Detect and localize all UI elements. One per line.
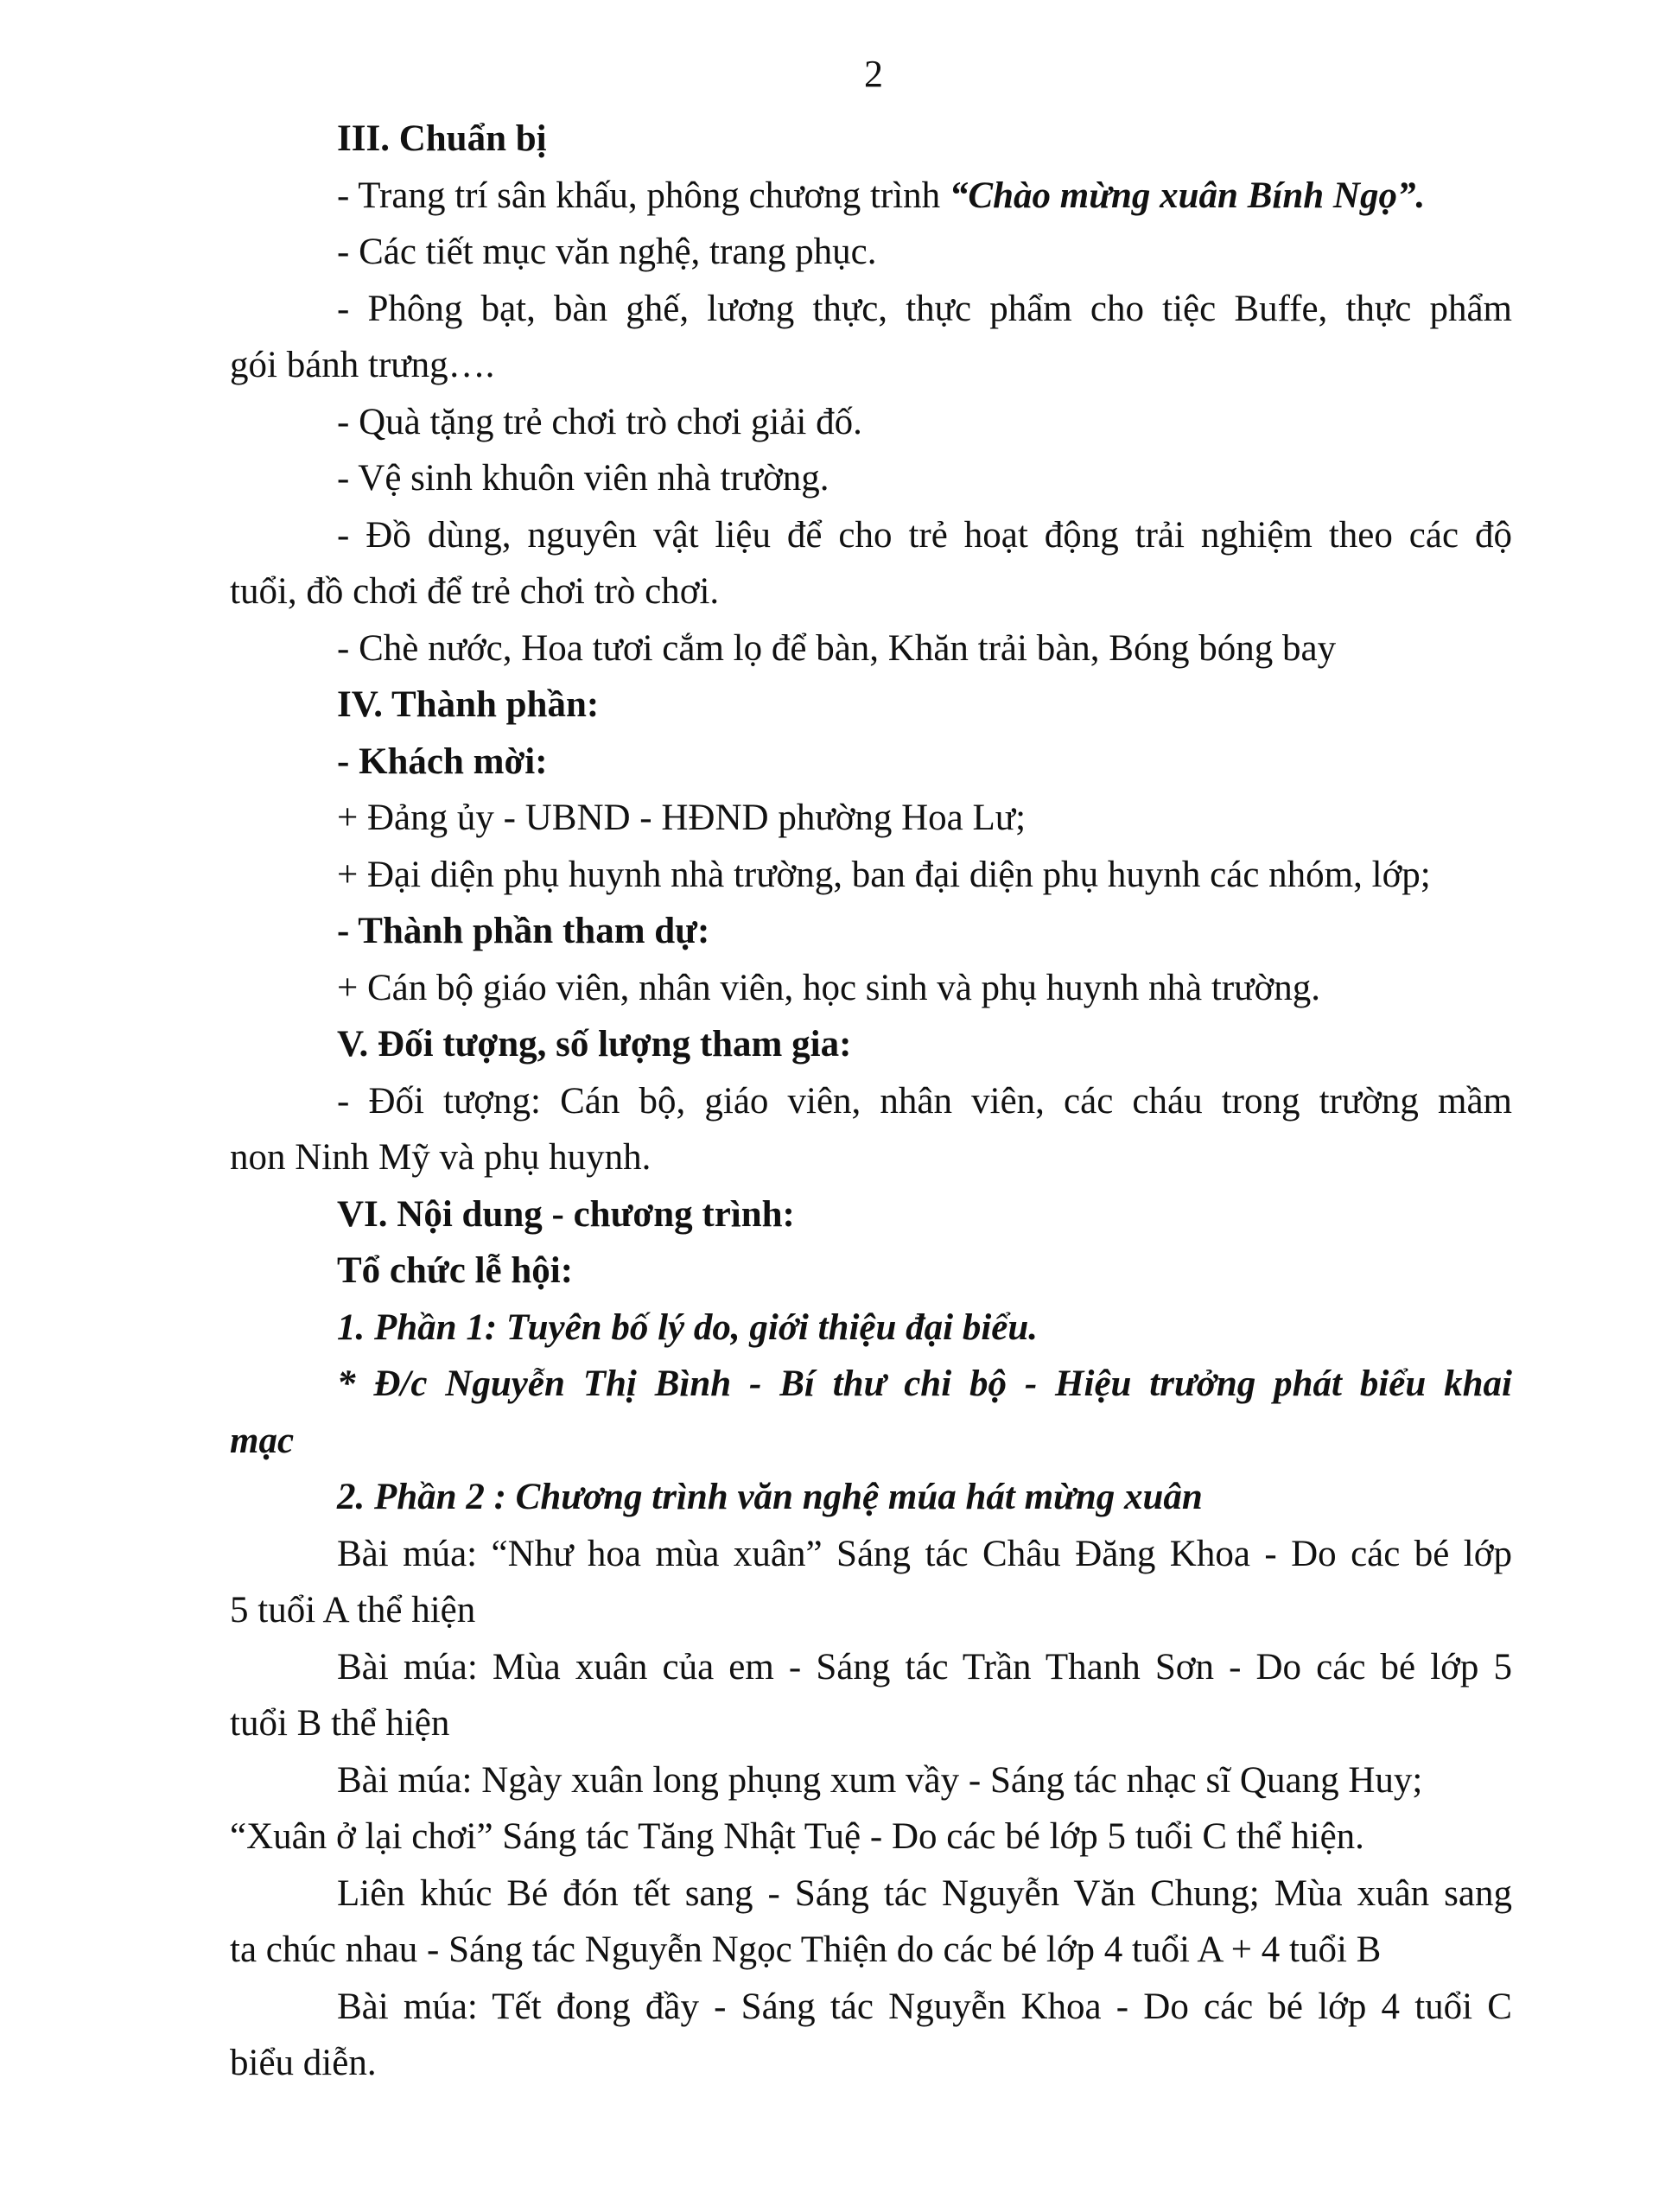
performance-item: Liên khúc Bé đón tết sang - Sáng tác Nguyễn Văn Chung; Mùa xuân sang [337,1872,1512,1914]
performance-item: Bài múa: Tết đong đầy - Sáng tác Nguyễn Khoa - Do các bé lớp 4 tuổi C [337,1986,1512,2027]
list-item: - Quà tặng trẻ chơi trò chơi giải đố. [337,401,862,442]
section-heading-participants: IV. Thành phần: [337,684,600,725]
performance-item-continuation: 5 tuổi A thể hiện [230,1590,476,1630]
list-item: - Các tiết mục văn nghệ, trang phục. [337,232,877,272]
performance-item-continuation: ta chúc nhau - Sáng tác Nguyễn Ngọc Thiện do các bé lớp 4 tuổi A + 4 tuổi B [230,1929,1382,1970]
program-title: “Chào mừng xuân Bính Ngọ”. [949,175,1426,216]
attendee-item: + Cán bộ giáo viên, nhân viên, học sinh và phụ huynh nhà trường. [337,967,1320,1008]
list-item [230,168,1512,225]
list-item: - Phông bạt, bàn ghế, lương thực, thực phẩm cho tiệc Buffe, thực phẩm [337,288,1512,329]
section-heading-program: VI. Nội dung - chương trình: [337,1193,795,1235]
performance-item-continuation: biểu diễn. [230,2043,377,2083]
part-1-heading: 1. Phần 1: Tuyên bố lý do, giới thiệu đại biểu. [337,1306,1039,1348]
performance-item: Bài múa: Ngày xuân long phụng xum vầy - Sáng tác nhạc sĩ Quang Huy; [337,1759,1423,1801]
performance-item-continuation: “Xuân ở lại chơi” Sáng tác Tăng Nhật Tuệ - Do các bé lớp 5 tuổi C thể hiện. [230,1816,1364,1857]
performance-item: Bài múa: “Như hoa mùa xuân” Sáng tác Châu Đăng Khoa - Do các bé lớp [337,1533,1512,1574]
audience-text: - Đối tượng: Cán bộ, giáo viên, nhân viên, các cháu trong trường mầm [337,1080,1512,1122]
section-heading-audience: V. Đối tượng, số lượng tham gia: [337,1024,852,1065]
guest-item: + Đảng ủy - UBND - HĐND phường Hoa Lư; [337,798,1027,838]
list-item: - Đồ dùng, nguyên vật liệu để cho trẻ hoạt động trải nghiệm theo các độ [337,514,1512,556]
subheading-guests: - Khách mời: [337,741,548,782]
list-item-continuation: tuổi, đồ chơi để trẻ chơi trò chơi. [230,571,720,612]
page-number: 2 [864,53,883,95]
list-item: - Chè nước, Hoa tươi cắm lọ để bàn, Khăn trải bàn, Bóng bóng bay [337,627,1337,669]
guest-item: + Đại diện phụ huynh nhà trường, ban đại diện phụ huynh các nhóm, lớp; [337,854,1431,895]
opening-speech: * Đ/c Nguyễn Thị Bình - Bí thư chi bộ - Hiệu trưởng phát biểu khai [337,1363,1512,1404]
list-item-continuation: gói bánh trưng…. [230,345,495,385]
document-body [230,111,1512,2092]
performance-item-continuation: tuổi B thể hiện [230,1703,450,1744]
audience-text-continuation: non Ninh Mỹ và phụ huynh. [230,1137,652,1178]
opening-speech-continuation: mạc [230,1420,295,1461]
performance-item: Bài múa: Mùa xuân của em - Sáng tác Trần Thanh Sơn - Do các bé lớp 5 [337,1646,1512,1688]
subheading-festival: Tổ chức lễ hội: [337,1250,574,1291]
item-text: - Trang trí sân khấu, phông chương trình [337,175,950,216]
part-2-heading: 2. Phần 2 : Chương trình văn nghệ múa hát mừng xuân [337,1477,1203,1517]
subheading-attendees: - Thành phần tham dự: [337,911,710,951]
list-item: - Vệ sinh khuôn viên nhà trường. [337,458,830,499]
section-heading-preparation: III. Chuẩn bị [337,118,547,159]
